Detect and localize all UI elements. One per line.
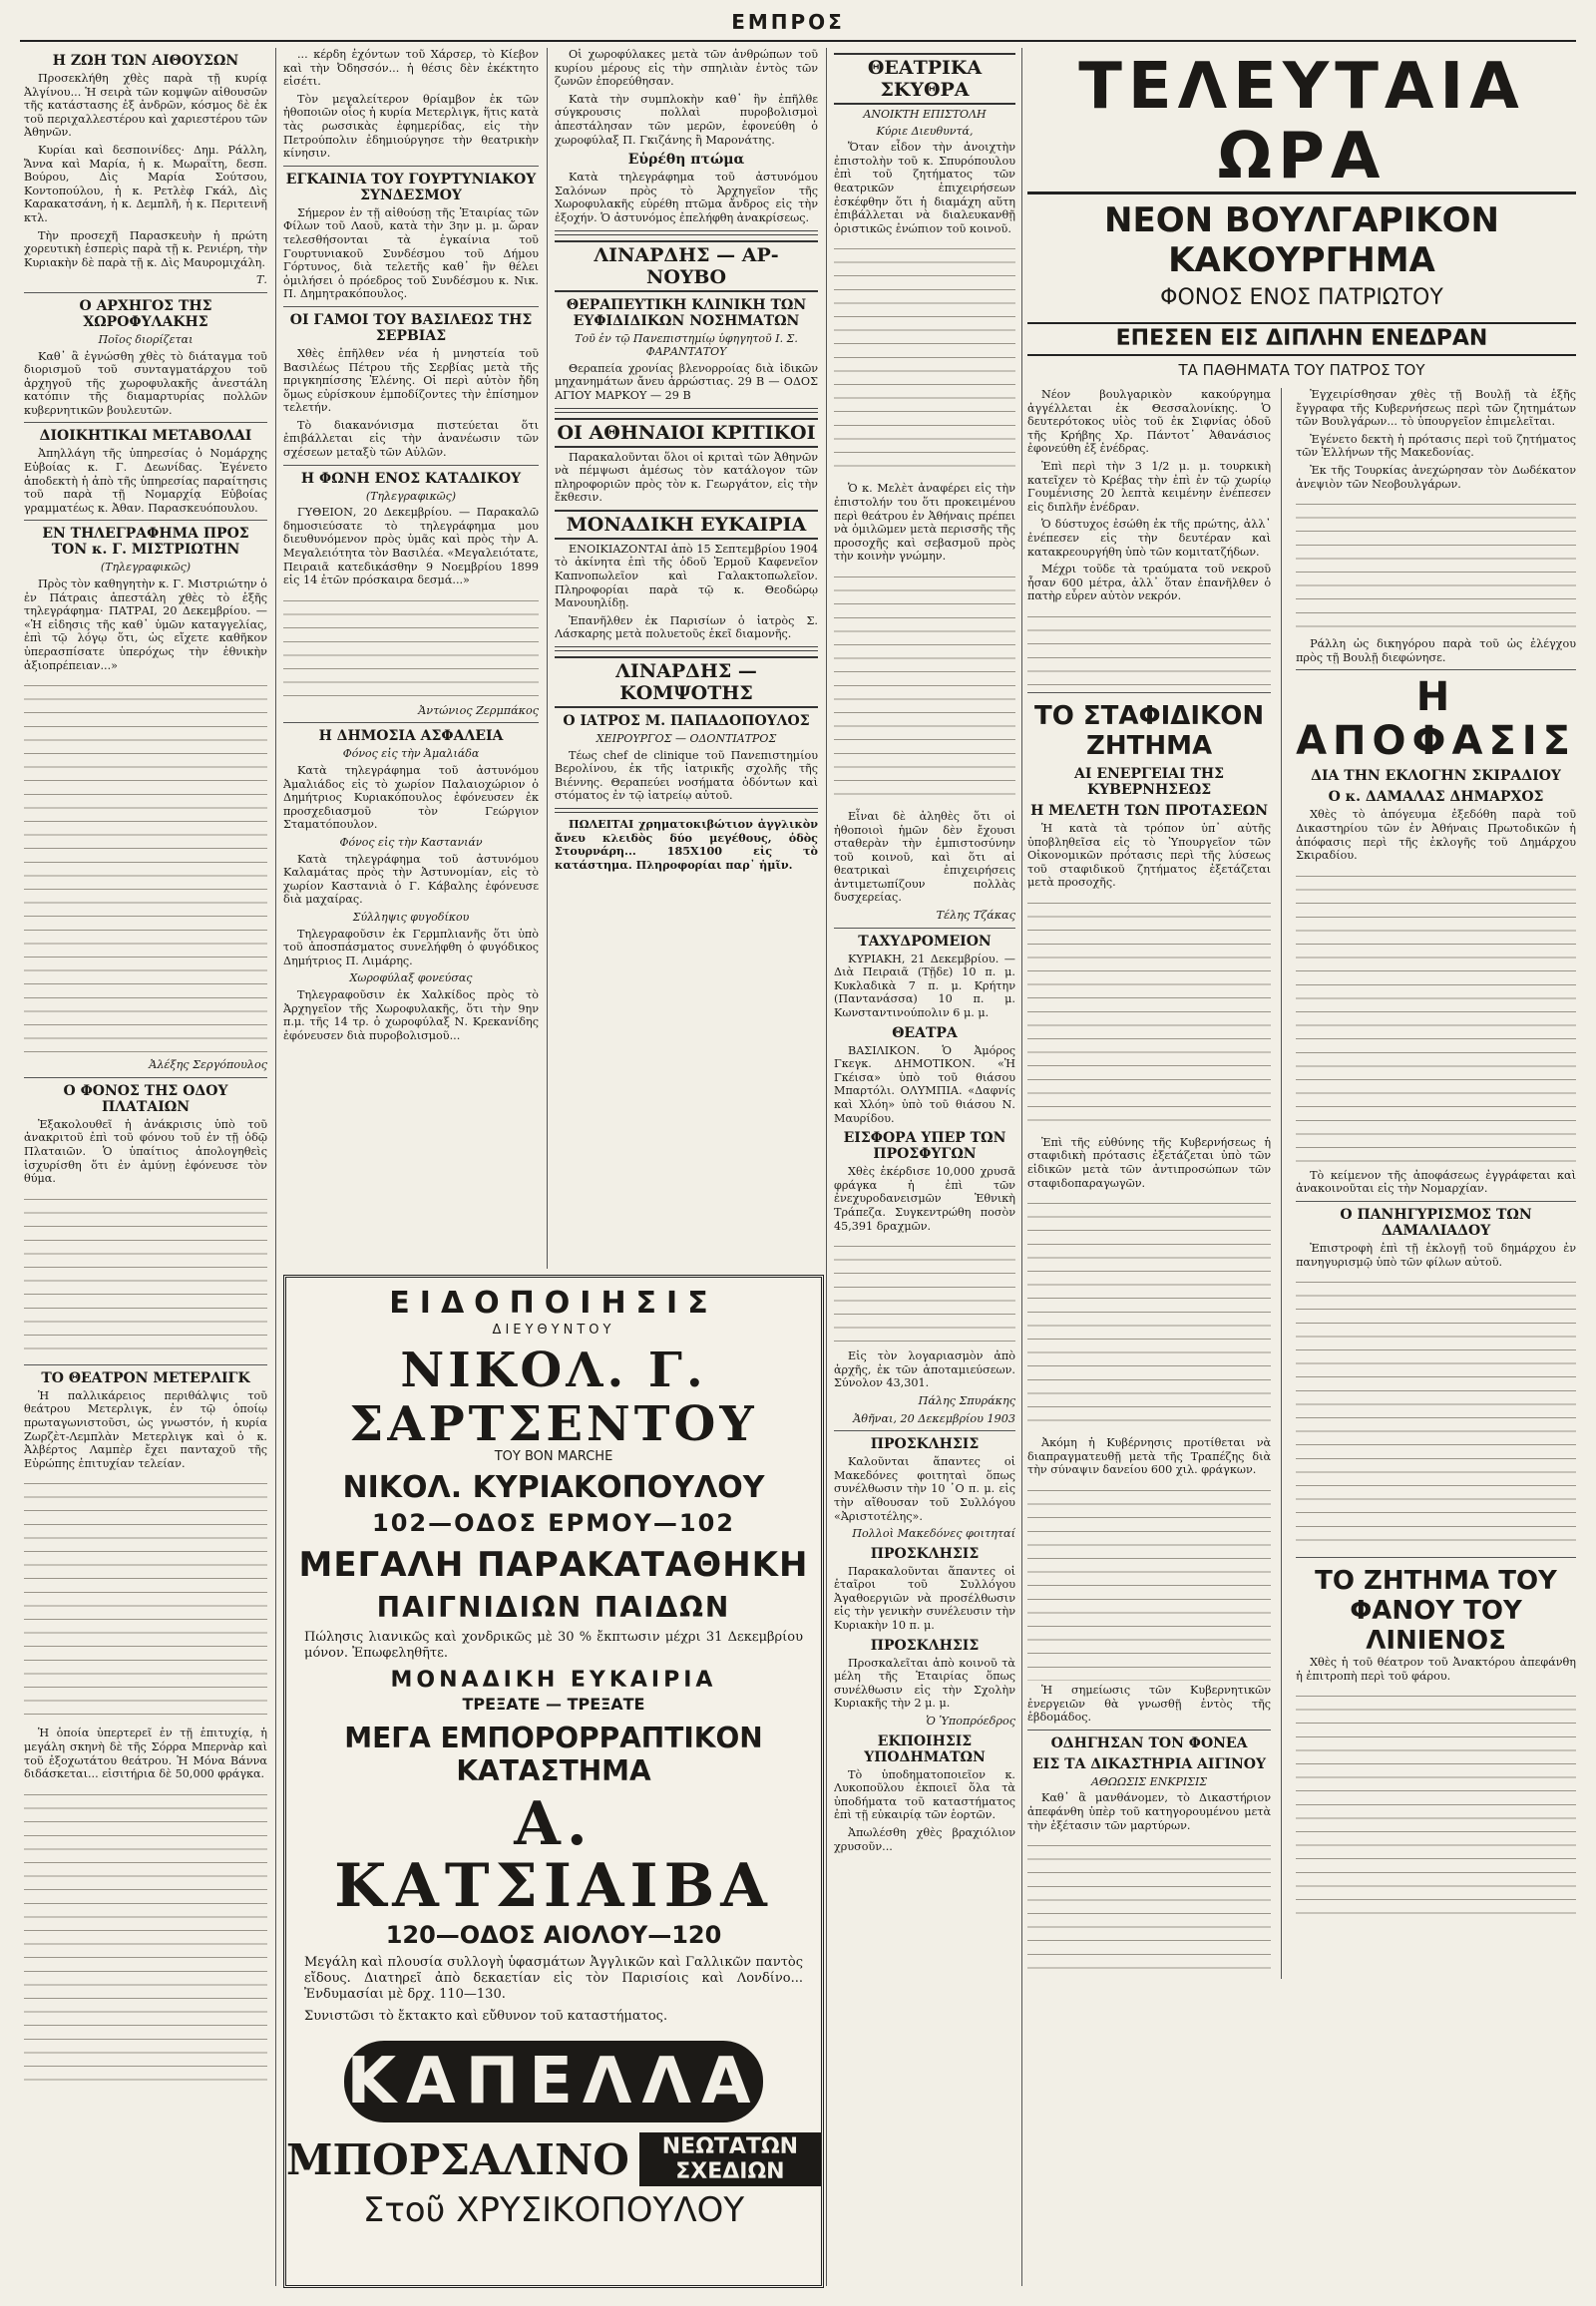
ad-text: Πώλησις λιανικῶς καὶ χονδρικῶς μὲ 30 % ἔκπτωσιν μέχρι 31 Δεκεμβρίου μόνον. Ἐπωφεληθῆτε.: [304, 1630, 803, 1661]
article-text: Κατὰ τηλεγράφημα τοῦ ἀστυνόμου Σαλόνων πρὸς τὸ Ἀρχηγεῖον τῆς Χωροφυλακῆς εὑρέθη πτῶμα ἄνδρος εἰς τὴν ἐξοχήν. Ὁ ἀστυνόμος ἐπελήφθη ἀνακρίσεως.: [555, 171, 818, 224]
text-lines: [1027, 607, 1271, 687]
headline: ΝΕΟΝ ΒΟΥΛΓΑΡΙΚΟΝ ΚΑΚΟΥΡΓΗΜΑ: [1104, 200, 1499, 280]
divider: [24, 292, 267, 293]
article-text: Ἐπιστροφὴ ἐπὶ τῇ ἐκλογῇ τοῦ δημάρχου ἐν πανηγυρισμῷ ὑπὸ τῶν φίλων αὐτοῦ.: [1296, 1241, 1576, 1269]
headline: ΕΓΚΑΙΝΙΑ ΤΟΥ ΓΟΥΡΤΥΝΙΑΚΟΥ ΣΥΝΔΕΣΜΟΥ: [285, 171, 537, 203]
subheadline: ΕΠΕΣΕΝ ΕΙΣ ΔΙΠΛΗΝ ΕΝΕΔΡΑΝ: [1027, 322, 1576, 356]
article-text: Εἶναι δὲ ἀληθὲς ὅτι οἱ ἠθοποιοὶ ἡμῶν δὲν ἔχουσι σταθερὰν τὴν ἐμπιστοσύνην τοῦ κοινοῦ, καὶ ὅτι αἱ θεατρικαὶ ἐπιχειρήσεις ἀντιμετωπίζουν πολλὰς δυσχερείας.: [834, 809, 1015, 905]
headline: ΠΡΟΣΚΛΗΣΙΣ: [870, 1545, 980, 1562]
subheadline: (Τηλεγραφικῶς): [100, 561, 192, 575]
headline: ΕΚΠΟΙΗΣΙΣ ΥΠΟΔΗΜΑΤΩΝ: [864, 1732, 986, 1765]
headline: ΠΡΟΣΚΛΗΣΙΣ: [870, 1637, 980, 1654]
article-text: Ἀπωλέσθη χθὲς βραχιόλιον χρυσοῦν...: [834, 1826, 1015, 1853]
ad-tagline: ΝΕΩΤΑΤΩΝ ΣΧΕΔΙΩΝ: [639, 2132, 821, 2186]
signature: Ὁ Ὑποπρόεδρος: [926, 1715, 1015, 1729]
headline: Η ΑΠΟΦΑΣΙΣ: [1296, 674, 1576, 765]
article-text: Κατὰ τηλεγράφημα τοῦ ἀστυνόμου Ἀμαλιάδος εἰς τὸ χωρίον Παλαιοχώριον ὁ Δημήτριος Κυριακόπουλος ἐφόνευσεν ἐκ προσχεδιασμοῦ τὸν Γεώργιον Σταματόπουλον.: [283, 764, 539, 832]
headline: Ο ΦΟΝΟΣ ΤΗΣ ΟΔΟΥ ΠΛΑΤΑΙΩΝ: [63, 1082, 228, 1115]
headline: Η ΔΗΜΟΣΙΑ ΑΣΦΑΛΕΙΑ: [318, 728, 504, 745]
latest-news-columns: [1027, 388, 1576, 1979]
article-text: Τὴν προσεχῆ Παρασκευὴν ἡ πρώτη χορευτικὴ ἑσπερὶς παρὰ τῇ κ. Ρενιέρη, τὴν Κυριακὴν δὲ παρὰ τῇ κ. Δὶς Μαυρομιχάλη.: [24, 228, 267, 269]
headline: ΤΑΧΥΔΡΟΜΕΙΟΝ: [858, 933, 992, 950]
article-text: Ἡ σημείωσις τῶν Κυβερνητικῶν ἐνεργειῶν θὰ γνωσθῇ ἐντὸς τῆς ἑβδομάδος.: [1027, 1684, 1272, 1725]
ad-text: Μεγάλη καὶ πλουσία συλλογὴ ὑφασμάτων Ἀγγλικῶν καὶ Γαλλικῶν παντὸς εἴδους. Διατηρεῖ ἀπὸ δεκαετίαν εἰς τὸν Παρισίοις καὶ Λονδίνο... Ἐνδυμασίαι μὲ δρχ. 110—130.: [304, 1955, 803, 2002]
subheadline: ΤΑ ΠΑΘΗΜΑΤΑ ΤΟΥ ΠΑΤΡΟΣ ΤΟΥ: [1178, 361, 1425, 379]
subheadline: ΔΙΑ ΤΗΝ ΕΚΛΟΓΗΝ ΣΚΙΡΑΔΙΟΥ: [1311, 768, 1561, 785]
headline: ΘΕΑΤΡΑ: [892, 1024, 958, 1041]
ad-text: Τοῦ ἐν τῷ Πανεπιστημίῳ ὑφηγητοῦ Ι. Σ. ΦΑΡΑΝΤΑΤΟΥ: [575, 331, 798, 359]
headline: ΜΟΝΑΔΙΚΗ ΕΥΚΑΙΡΙΑ: [555, 510, 818, 540]
masthead: ΕΜΠΡΟΣ: [731, 10, 845, 34]
signature: Πάλης Σπυράκης: [918, 1393, 1015, 1407]
subheadline: Φόνος εἰς τὴν Καστανιάν: [339, 835, 483, 849]
text-lines: [24, 676, 267, 1055]
column-1: [24, 48, 267, 2286]
article-text: Προσεκλήθη χθὲς παρὰ τῇ κυρίᾳ Ἀλγίνου... Ἡ σειρὰ τῶν κομψῶν αἰθουσῶν τῆς κατάστασης ἐξ ἀνδρῶν, κόσμος δὲ ἐκ τοῦ περιχαλλεστέρου καὶ χαριεστέρου τῶν Ἀθηνῶν.: [24, 72, 267, 140]
ad-hat-banner: ΚΑΠΕΛΛΑ: [344, 2041, 763, 2122]
subheadline: ΑΝΟΙΚΤΗ ΕΠΙΣΤΟΛΗ: [863, 108, 987, 121]
text-lines: [1296, 1687, 1576, 1926]
ad-headline: ΛΙΝΑΡΔΗΣ — ΑΡ-ΝΟΥΒΟ: [555, 240, 818, 292]
column-4: [834, 48, 1015, 2286]
article-text: Παρακαλοῦνται ὅλοι οἱ κριταὶ τῶν Ἀθηνῶν νὰ πέμψωσι ἀμέσως τὸν κατάλογον τῶν πληροφοριῶν πρὸς τὸν κ. Γεωργάτον, εἰς τὴν ἔκθεσιν.: [555, 450, 818, 505]
subheadline: ΦΟΝΟΣ ΕΝΟΣ ΠΑΤΡΙΩΤΟΥ: [1160, 285, 1443, 310]
divider: [1296, 669, 1576, 670]
article-text: Κατὰ τηλεγράφημα τοῦ ἀστυνόμου Καλαμάτας πρὸς τὴν Ἀστυνομίαν, εἰς τὸ χωρίον Καστανιὰ ὁ Γ. Κάβαλης ἐφόνευσε διὰ μαχαίρας.: [283, 852, 539, 907]
article-text: Πρὸς τὸν καθηγητὴν κ. Γ. Μιστριώτην ὁ ἐν Πάτραις ἀπεστάλη χθὲς τὸ ἑξῆς τηλεγράφημα· ΠΑΤΡΑΙ, 20 Δεκεμβρίου. — «Ἡ εἰδησις τῆς καθ᾽ ὑμῶν καταγγελίας, ἐπὶ τῷ λόγῳ ὅτι, ὡς εἴχετε καθῆκον ὑπερασπίσατε ὑπερόχως τὴν ἐθνικὴν ἀξιοπρέπειαν...»: [24, 577, 267, 672]
headline: ΟΔΗΓΗΣΑΝ ΤΟΝ ΦΟΝΕΑ: [1050, 1734, 1248, 1751]
ad-merchant-name: Α. ΚΑΤΣΙΑΙΒΑ: [334, 1789, 773, 1921]
text-lines: [1027, 894, 1271, 1133]
ad-director: ΔΙΕΥΘΥΝΤΟΥ: [492, 1323, 615, 1338]
text-lines: [1296, 1273, 1576, 1552]
article-text: Χθὲς ἐπῆλθεν νέα ἡ μνηστεία τοῦ Βασιλέως Πέτρου τῆς Σερβίας μετὰ τῆς πριγκηπίσσης Ἑλένης. Οἱ περὶ αὐτὸν ἤδη ὅμως εὑρίσκουν ἐμποδίζοντες τὴν ἐπίσημον τελετήν.: [283, 346, 539, 415]
subheadline: Ποῖος διορίζεται: [98, 332, 194, 346]
column-separator: [275, 48, 276, 2286]
ad-store-name: Στοῦ ΧΡΥΣΙΚΟΠΟΥΛΟΥ: [362, 2190, 745, 2230]
headline: ΤΟ ΘΕΑΤΡΟΝ ΜΕΤΕΡΛΙΓΚ: [41, 1369, 250, 1386]
ad-text: Θεραπεία χρονίας βλενορροίας διὰ ἰδικῶν μηχανημάτων ἄνευ ἀρρώστιας. 29 Β — ΟΔΟΣ ΑΓΙΟΥ ΜΑΡΚΟΥ — 29 Β: [555, 361, 818, 402]
article-text: ... κέρδη ἐχόντων τοῦ Χάρσερ, τὸ Κίεβον καὶ τὴν Ὀδησσόν... ἡ θέσις δὲν ἐκέκτητο εἰσέτι.: [283, 48, 539, 89]
ad-headline: Ο ΙΑΤΡΟΣ Μ. ΠΑΠΑΔΟΠΟΥΛΟΣ: [563, 713, 810, 730]
latest-news-left-column: [1027, 388, 1282, 1979]
column-3: [555, 48, 818, 1269]
article-text: Εἰς τὸν λογαριασμὸν ἀπὸ ἀρχῆς, ἐκ τῶν ἀποταμιεύσεων. Σύνολον 43,301.: [834, 1349, 1015, 1390]
article-text: Καθ᾽ ἃ ἐγνώσθη χθὲς τὸ διάταγμα τοῦ διορισμοῦ τοῦ συνταγματάρχου τοῦ ἀρχηγοῦ τῆς χωροφυλακῆς ἀνεστάλη κατόπιν τῆς διαμαρτυρίας πολλῶν κυβερνητικῶν βουλευτῶν.: [24, 349, 267, 417]
text-lines: [24, 1785, 267, 2085]
article-text: ΕΝΟΙΚΙΑΖΟΝΤΑΙ ἀπὸ 15 Σεπτεμβρίου 1904 τὸ ἀκίνητα ἐπὶ τῆς ὁδοῦ Ἑρμοῦ Καφενεῖον Καπνοπωλεῖον καὶ Γαλακτοπωλεῖον. Πληροφορίαι παρὰ τῷ κ. Θεοδώρῳ Μανουηλίδῃ.: [555, 542, 818, 610]
article-text: Ὁ κ. Μελὲτ ἀναφέρει εἰς τὴν ἐπιστολήν του ὅτι προκειμένου περὶ θεάτρου ἐν Ἀθήναις πρέπει νὰ ὁμιλῶμεν μετὰ περισσῆς τῆς προσοχῆς καὶ σεβασμοῦ πρὸς τὴν κοινὴν γνώμην.: [834, 482, 1015, 564]
text-lines: [1027, 1481, 1271, 1681]
divider: [555, 808, 818, 813]
divider: [283, 306, 539, 307]
ad-headline: ΠΑΙΓΝΙΔΙΩΝ ΠΑΙΔΩΝ: [376, 1591, 731, 1624]
signature: Πολλοὶ Μακεδόνες φοιτηταί: [852, 1527, 1015, 1541]
article-text: Καλοῦνται ἅπαντες οἱ Μακεδόνες φοιτηταὶ ὅπως συνέλθωσιν τὴν 10 ᾽Ο π. μ. εἰς τὴν αἴθουσαν τοῦ Συλλόγου «Ἀριστοτέλης».: [834, 1455, 1015, 1523]
latest-news-section: [1027, 48, 1576, 2286]
subheadline: Ο κ. ΔΑΜΑΛΑΣ ΔΗΜΑΡΧΟΣ: [1328, 789, 1544, 806]
divider: [555, 646, 818, 651]
article-text: Ἐγχειρίσθησαν χθὲς τῇ Βουλῇ τὰ ἑξῆς ἔγγραφα τῆς Κυβερνήσεως περὶ τῶν ζητημάτων τῶν Βουλγάρων... τὸ ὑπουργεῖον ἐπιμελεῖται.: [1296, 388, 1576, 429]
article-text: Τηλεγραφοῦσιν ἐκ Χαλκίδος πρὸς τὸ Ἀρχηγεῖον τῆς Χωροφυλακῆς, ὅτι τὴν 9ην π.μ. τῆς 14 τρ. ὁ χωροφύλαξ Ν. Κρεκανίδης ἐφόνευσεν διὰ πυροβολισμοῦ...: [283, 987, 539, 1042]
headline: Η ΖΩΗ ΤΩΝ ΑΙΘΟΥΣΩΝ: [52, 53, 239, 69]
article-text: Τὸ διακανόνισμα πιστεύεται ὅτι ἐπιβάλλεται εἰς τὴν ἀνανέωσιν τῶν σχέσεων μεταξὺ τῶν Αὐλῶν.: [283, 418, 539, 460]
article-text: Τὸν μεγαλείτερον θρίαμβον ἐκ τῶν ἠθοποιῶν οἷος ἡ κυρία Μετερλιγκ, ἥτις κατὰ τὰς ρωσσικὰς ἐφημερίδας, εἰς τὴν Πετρούπολιν ἐδημιούργησε τὴν θεατρικὴν κίνησιν.: [283, 92, 539, 161]
divider: [1296, 1557, 1576, 1558]
subheadline: Εὑρέθη πτώμα: [627, 152, 745, 169]
article-text: Ὁ δύστυχος ἐσώθη ἐκ τῆς πρώτης, ἀλλ᾽ ἐνέπεσεν εἰς τὴν δευτέραν καὶ κατακρεουργήθη ὑπὸ τῶν κομιτατζήδων.: [1027, 518, 1272, 559]
headline: ΤΟ ΖΗΤΗΜΑ ΤΟΥ ΦΑΝΟΥ ΤΟΥ ΛΙΝΙΕΝΟΣ: [1315, 1566, 1557, 1657]
article-text: Ἀκόμη ἡ Κυβέρνησις προτίθεται νὰ διαπραγματευθῇ μετὰ τῆς Τραπέζης διὰ τὴν σύναψιν δανείου 600 χιλ. φράγκων.: [1027, 1436, 1272, 1477]
divider: [283, 465, 539, 466]
ad-store-subtitle: ΤΟΥ BON MARCHE: [494, 1449, 613, 1464]
ad-title: ΕΙΔΟΠΟΙΗΣΙΣ: [389, 1286, 718, 1321]
text-lines: [834, 1237, 1015, 1346]
article-text: Ἐγένετο δεκτὴ ἡ πρότασις περὶ τοῦ ζητήματος τῶν Ἑλλήνων τῆς Μακεδονίας.: [1296, 432, 1576, 460]
ad-text: Συνιστῶσι τὸ ἔκτακτο καὶ εὔθυνον τοῦ καταστήματος.: [304, 2009, 668, 2024]
article-text: Κατὰ τὴν συμπλοκὴν καθ᾽ ἣν ἐπῆλθε σύγκρουσις πολλαὶ πυροβολισμοὶ ἀπεστάλησαν τῶν μερῶν, ἐφονεύθη ὁ χωροφύλαξ Π. Γκιζάνης ἢ Μαρονάτης.: [555, 92, 818, 147]
article-text: Νέον βουλγαρικὸν κακούργημα ἀγγέλλεται ἐκ Θεσσαλονίκης. Ὁ δευτερότοκος υἱὸς τοῦ ἐκ Σιφνίας ὁδοῦ τῆς Κρήβης Χρ. Πάντοτ᾽ Ἀθανάσιος ἐφονεύθη ἐξ ἐνέδρας.: [1027, 388, 1272, 456]
divider: [834, 1430, 1015, 1431]
article-text: Τὸ ὑποδηματοποιεῖον κ. Λυκοποῦλου ἐκποιεῖ ὅλα τὰ ὑποδήματα τοῦ καταστήματος ἐπὶ τῇ εὐκαιρίᾳ τῶν ἑορτῶν.: [834, 1767, 1015, 1822]
column-separator: [547, 48, 548, 1269]
headline: Η ΦΩΝΗ ΕΝΟΣ ΚΑΤΑΔΙΚΟΥ: [300, 470, 522, 487]
headline: ΟΙ ΑΘΗΝΑΙΟΙ ΚΡΙΤΙΚΟΙ: [555, 418, 818, 448]
subheadline: Φόνος εἰς τὴν Ἀμαλιάδα: [342, 747, 480, 761]
article-text: ΚΥΡΙΑΚΗ, 21 Δεκεμβρίου. — Διὰ Πειραιᾶ (Τῇδε) 10 π. μ. Κυκλαδικὰ 7 π. μ. Κρήτην (Παντανάσσα) 10 π. μ. Κωνσταντινούπολιν 6 μ. μ.: [834, 952, 1015, 1020]
text-lines: [1027, 1194, 1271, 1433]
headline: Ο ΠΑΝΗΓΥΡΙΣΜΟΣ ΤΩΝ ΔΑΜΑΛΙΑΔΟΥ: [1340, 1206, 1532, 1239]
ad-bottom-row: [286, 2132, 821, 2186]
ad-headline: ΛΙΝΑΡΔΗΣ — ΚΟΜΨΟΤΗΣ: [555, 656, 818, 708]
text-lines: [24, 1190, 267, 1359]
article-text: Μέχρι τοῦδε τὰ τραύματα τοῦ νεκροῦ ἦσαν 600 μέτρα, ἀλλ᾽ ὅταν ἐπανῆλθεν ὁ πατὴρ εὗρεν αὐτὸν νεκρόν.: [1027, 563, 1272, 603]
article-text: Ἐξακολουθεῖ ἡ ἀνάκρισις ὑπὸ τοῦ ἀνακριτοῦ ἐπὶ τοῦ φόνου τοῦ ἐν τῇ ὁδῷ Πλαταιῶν. Ὁ ὑπαίτιος ἀπολογηθεὶς ἰσχυρίσθη ὅτι ἐν ἀμύνῃ ἐφόνευσε τὸν θύμα.: [24, 1117, 267, 1186]
ad-address: 102—ΟΔΟΣ ΕΡΜΟΥ—102: [372, 1509, 735, 1537]
headline: ΟΙ ΓΑΜΟΙ ΤΟΥ ΒΑΣΙΛΕΩΣ ΤΗΣ ΣΕΡΒΙΑΣ: [289, 311, 533, 344]
ad-callout: ΤΡΕΞΑΤΕ — ΤΡΕΞΑΤΕ: [462, 1695, 645, 1714]
divider: [24, 520, 267, 521]
signature: Ἀντώνιος Ζερμπάκος: [418, 703, 539, 717]
headline: ΕΙΣΦΟΡΑ ΥΠΕΡ ΤΩΝ ΠΡΟΣΦΥΓΩΝ: [843, 1130, 1006, 1163]
signature: Ἀλέξης Σεργόπουλος: [149, 1058, 267, 1072]
ad-address: 120—ΟΔΟΣ ΑΙΟΛΟΥ—120: [385, 1921, 722, 1949]
ad-brand: ΜΠΟΡΣΑΛΙΝΟ: [286, 2134, 629, 2184]
subheadline: Σύλληψις φυγοδίκου: [352, 910, 470, 924]
ad-text: ΠΩΛΕΙΤΑΙ χρηματοκιβώτιον ἀγγλικὸν ἄνευ κλειδὸς δύο μεγέθους, ὁδὸς Στουρνάρη... 185Χ100 εἰς τὸ κατάστημα. Πληροφορίαι παρ᾽ ἡμῖν.: [555, 817, 818, 872]
latest-news-right-column: [1296, 388, 1576, 1979]
dateline: Ἀθῆναι, 20 Δεκεμβρίου 1903: [853, 1411, 1015, 1425]
signature: Τέλης Τζάκας: [936, 909, 1015, 923]
article-text: Ἐκ τῆς Τουρκίας ἀνεχώρησαν τὸν Δωδέκατον ἀνεψιὸν τῶν Νεοβουλγάρων.: [1296, 463, 1576, 491]
divider: [555, 408, 818, 413]
column-2: [283, 48, 539, 1269]
text-lines: [1296, 867, 1576, 1166]
article-text: Ἡ κατὰ τὰ τρόπον ὑπ᾽ αὐτῆς ὑποβληθεῖσα εἰς τὸ Ὑπουργεῖον τῶν Οἰκονομικῶν πρότασις περὶ τῆς λύσεως τοῦ σταφιδικοῦ ζητήματος ἐξετάζεται μετὰ προσοχῆς.: [1027, 821, 1272, 890]
article-text: Κυρίαι καὶ δεσποινίδες· Δημ. Ράλλη, Ἄννα καὶ Μαρία, ἡ κ. Μωραΐτη, δεσπ. Βούρου, Δὶς Μαρία Σούτσου, Κοντοπούλου, ἡ κ. Ρετλὲφ Γκάλ, Δὶς Καρακατσάνη, ἡ κ. Δεμπλῆ, ἡ κ. Περιτεινῆ κτλ.: [24, 143, 267, 224]
headline: ΠΡΟΣΚΛΗΣΙΣ: [870, 1436, 980, 1453]
text-lines: [24, 1474, 267, 1724]
article-text: Τὸ κείμενον τῆς ἀποφάσεως ἐγγράφεται καὶ ἀνακοινοῦται εἰς τὴν Νομαρχίαν.: [1296, 1168, 1576, 1196]
article-text: Σήμερον ἐν τῇ αἰθούσῃ τῆς Ἑταιρίας τῶν Φίλων τοῦ Λαοῦ, κατὰ τὴν 3ην μ. μ. ὥραν τελεσθήσονται τὰ ἐγκαίνια τοῦ Γουρτυνιακοῦ Συνδέσμου τοῦ Δήμου Γόρτυνος, διὰ τελετῆς καθ᾽ ἣν θέλει ὁμιλήσει ὁ πρόεδρος τοῦ Συνδέσμου κ. Νικ. Π. Δημητρακόπουλος.: [283, 205, 539, 301]
subheadline: Η ΜΕΛΕΤΗ ΤΩΝ ΠΡΟΤΑΣΕΩΝ: [1030, 802, 1268, 819]
divider: [1296, 1201, 1576, 1202]
top-rule: [20, 40, 1576, 42]
text-lines: [834, 239, 1015, 479]
divider: [24, 422, 267, 423]
article-text: ΒΑΣΙΛΙΚΟΝ. Ὁ Ἀμόρος Γκεγκ. ΔΗΜΟΤΙΚΟΝ. «Ἡ Γκέισα» ὑπὸ τοῦ θιάσου Μπαρτόλι. ΟΛΥΜΠΙΑ. «Δαφνίς καὶ Χλόη» ὑπὸ τοῦ θιάσου Ν. Μαυρίδου.: [834, 1043, 1015, 1125]
column-separator: [1021, 48, 1022, 2286]
headline: ΘΕΑΤΡΙΚΑ ΣΚΥΘΡΑ: [834, 53, 1015, 105]
article-text: Ἡ παλλικάρειος περιθάλψις τοῦ θεάτρου Μετερλιγκ, ἐν τῷ ὁποίῳ πρωταγωνιστοῦσι, ὡς γνωστόν, ἡ κυρία Ζωρζὲτ-Λεμπλὰν Μετερλιγκ καὶ ὁ κ. Ἀλβέρτος Λαμπὲρ ἔχει πανταχοῦ τῆς Εὐρώπης ἐπιτυχίαν τελείαν.: [24, 1388, 267, 1470]
divider: [1027, 692, 1271, 693]
article-text: Ἐπὶ περὶ τὴν 3 1/2 μ. μ. τουρκικὴ κατεῖχεν τὸ Κρέβας τὴν ἐπὶ ἐν τῷ χωρίῳ Γουμένισης 20 λεπτὰ κειμένην ἐνέπεσεν εἰς διπλῆν ἐνέδραν.: [1027, 459, 1272, 514]
article-text: Οἱ χωροφύλακες μετὰ τῶν ἀνθρώπων τοῦ κυρίου μέρους εἰς τὴν σπηλιὰν ἐντὸς τῶν ζωνῶν ἐπορεύθησαν.: [555, 48, 818, 89]
divider: [555, 230, 818, 235]
divider: [834, 928, 1015, 929]
article-text: Καθ᾽ ἃ μανθάνομεν, τὸ Δικαστήριον ἀπεφάνθη ὑπὲρ τοῦ κατηγορουμένου μετὰ τὴν ἐξέτασιν τῶν μαρτύρων.: [1027, 1791, 1272, 1832]
headline: ΔΙΟΙΚΗΤΙΚΑΙ ΜΕΤΑΒΟΛΑΙ: [39, 428, 252, 445]
text-lines: [1027, 1836, 1271, 1976]
ad-text: ΧΕΙΡΟΥΡΓΟΣ — ΟΔΟΝΤΙΑΤΡΟΣ: [596, 732, 777, 746]
subheadline: ΑΘΩΩΣΙΣ ΕΝΚΡΙΣΙΣ: [1090, 1774, 1208, 1788]
article-text: Χθὲς ἐκέρδισε 10,000 χρυσᾶ φράγκα ἡ ἐπὶ τῶν ἐνεχυροδανεισμῶν Ἑθνικὴ Τράπεζα. Συγκεντρώθη ποσὸν 45,391 δραχμῶν.: [834, 1165, 1015, 1233]
signature: Τ.: [255, 273, 267, 287]
divider: [24, 1364, 267, 1365]
ad-merchant-name: ΝΙΚΟΛ. ΚΥΡΙΑΚΟΠΟΥΛΟΥ: [342, 1470, 765, 1505]
headline: ΤΟ ΣΤΑΦΙΔΙΚΟΝ ΖΗΤΗΜΑ: [1033, 700, 1265, 761]
text-lines: [1296, 495, 1576, 634]
advertisement-block: [283, 1275, 824, 2288]
ad-merchant-name: ΝΙΚΟΛ. Γ. ΣΑΡΤΣΕΝΤΟΥ: [349, 1343, 758, 1452]
subheadline: (Τηλεγραφικῶς): [365, 489, 457, 503]
divider: [24, 1077, 267, 1078]
article-text: Χθὲς τὸ ἀπόγευμα ἐξεδόθη παρὰ τοῦ Δικαστηρίου τῶν ἐν Ἀθήναις Πρωτοδικῶν ἡ ἀπόφασις περὶ τῆς ἐκλογῆς τοῦ Δημάρχου Σκιραδίου.: [1296, 808, 1576, 863]
ad-headline: ΜΕΓΑΛΗ ΠΑΡΑΚΑΤΑΘΗΚΗ: [298, 1545, 809, 1585]
ad-offer: ΜΟΝΑΔΙΚΗ ΕΥΚΑΙΡΙΑ: [390, 1668, 717, 1693]
column-separator: [826, 48, 827, 2286]
article-text: Παρακαλοῦνται ἅπαντες οἱ ἑταῖροι τοῦ Συλλόγου Ἀγαθοεργιῶν νὰ προσέλθωσιν εἰς τὴν γενικὴν συνέλευσιν τὴν Κυριακὴν 10 π. μ.: [834, 1564, 1015, 1633]
divider: [283, 722, 539, 723]
divider: [283, 166, 539, 167]
ad-shop-name: ΜΕΓΑ ΕΜΠΟΡΟΡΡΑΠΤΙΚΟΝ ΚΑΤΑΣΤΗΜΑ: [344, 1722, 763, 1787]
headline: ΕΝ ΤΗΛΕΓΡΑΦΗΜΑ ΠΡΟΣ ΤΟΝ κ. Γ. ΜΙΣΤΡΙΩΤΗΝ: [42, 526, 249, 559]
article-text: Χθὲς ἡ τοῦ θέατρον τοῦ Ἀνακτόρου ἀπεφάνθη ἡ ἐπιτροπὴ περὶ τοῦ φάρου.: [1296, 1656, 1576, 1683]
headline: Ο ΑΡΧΗΓΟΣ ΤΗΣ ΧΩΡΟΦΥΛΑΚΗΣ: [79, 297, 212, 330]
article-text: Ἐπανῆλθεν ἐκ Παρισίων ὁ ἰατρὸς Σ. Λάσκαρης μετὰ πολυετοῦς ἐκεῖ διαμονῆς.: [555, 613, 818, 641]
article-text: Ὅταν εἶδον τὴν ἀνοιχτὴν ἐπιστολὴν τοῦ κ. Σπυρόπουλου ἐπὶ τοῦ ζητήματος τῶν θεατρικῶν ἐπιχειρήσεων ἐσκέφθην ὅτι ἡ διαμάχη αὕτη ἐπιβάλλεται νὰ διαλευκανθῇ ὁριστικῶς ἐνώπιον τοῦ κοινοῦ.: [834, 141, 1015, 235]
salutation: Κύριε Διευθυντά,: [876, 124, 974, 138]
article-text: Ἡ ὁποία ὑπερτερεῖ ἐν τῇ ἐπιτυχίᾳ, ἡ μεγάλη σκηνὴ δὲ τῆς Σόρρα Μπερνὰρ καὶ τοῦ ἐξοχωτάτου θεάτρου. Ἡ Μόνα Βάννα διδάσκεται... εἰσιτήρια δὲ 50,000 φράγκα.: [24, 1727, 267, 1781]
text-lines: [834, 568, 1015, 807]
section-title: ΤΕΛΕΥΤΑΙΑ ΩΡΑ: [1027, 52, 1576, 194]
ad-text: Τέως chef de clinique τοῦ Πανεπιστημίου Βερολίνου, ἐκ τῆς ἰατρικῆς σχολῆς τῆς Βιέννης. Θεραπεύει νοσήματα ὀδόντων καὶ στόματος ἐν τῷ ἰατρείῳ αὐτοῦ.: [555, 748, 818, 803]
ad-headline: ΘΕΡΑΠΕΥΤΙΚΗ ΚΛΙΝΙΚΗ ΤΩΝ ΕΥΦΙΔΙΔΙΚΩΝ ΝΟΣΗΜΑΤΩΝ: [566, 296, 807, 329]
article-text: Ἐπὶ τῆς εὐθύνης τῆς Κυβερνήσεως ἡ σταφιδικὴ πρότασις ἐξετάζεται ὑπὸ τῶν εἰδικῶν μετὰ τῶν ἀντιπροσώπων τῶν σταφιδοπαραγωγῶν.: [1027, 1135, 1272, 1190]
text-lines: [283, 591, 539, 701]
article-text: Τηλεγραφοῦσιν ἐκ Γερμπλιανῆς ὅτι ὑπὸ τοῦ ἀποσπάσματος συνελήφθη ὁ φυγόδικος Δημήτριος Π. Λιμάρης.: [283, 927, 539, 967]
article-text: Ἀπηλλάγη τῆς ὑπηρεσίας ὁ Νομάρχης Εὐβοίας κ. Γ. Δεωνίδας. Ἐγένετο ἀποδεκτὴ ἡ ἀπὸ τῆς ὑπηρεσίας παραίτησις τοῦ παρὰ τῇ Νομαρχίᾳ Εὐβοίας γραμματέως κ. Ἀθαν. Παρασκευόπουλου.: [24, 447, 267, 515]
subheadline: Χωροφύλαξ φονεύσας: [349, 971, 473, 985]
article-text: Ράλλη ὡς δικηγόρου παρὰ τοῦ ὡς ἐλέγχου πρὸς τῇ Βουλῇ διεφώνησε.: [1296, 637, 1576, 664]
subheadline: ΕΙΣ ΤΑ ΔΙΚΑΣΤΗΡΙΑ ΑΙΓΙΝΟΥ: [1032, 1755, 1266, 1772]
article-text: Προσκαλεῖται ἀπὸ κοινοῦ τὰ μέλη τῆς Ἑταιρίας ὅπως συνέλθωσιν εἰς τὴν Σχολὴν Κυριακῆς τὴν 2 μ. μ.: [834, 1656, 1015, 1711]
article-text: ΓΥΘΕΙΟΝ, 20 Δεκεμβρίου. — Παρακαλῶ δημοσιεύσατε τὸ τηλεγράφημα μου διευθυνόμενον πρὸς ὑμᾶς καὶ πρὸς τὴν Α. Μεγαλειότητα τὸν Βασιλέα. «Μεγαλειότατε, Πειραιᾶ κατεδικάσθην 9 Νοεμβρίου 1899 εἰς 14 ἐτῶν πρόσκαιρα δεσμά...»: [283, 506, 539, 587]
subheadline: ΑΙ ΕΝΕΡΓΕΙΑΙ ΤΗΣ ΚΥΒΕΡΝΗΣΕΩΣ: [1074, 765, 1224, 798]
